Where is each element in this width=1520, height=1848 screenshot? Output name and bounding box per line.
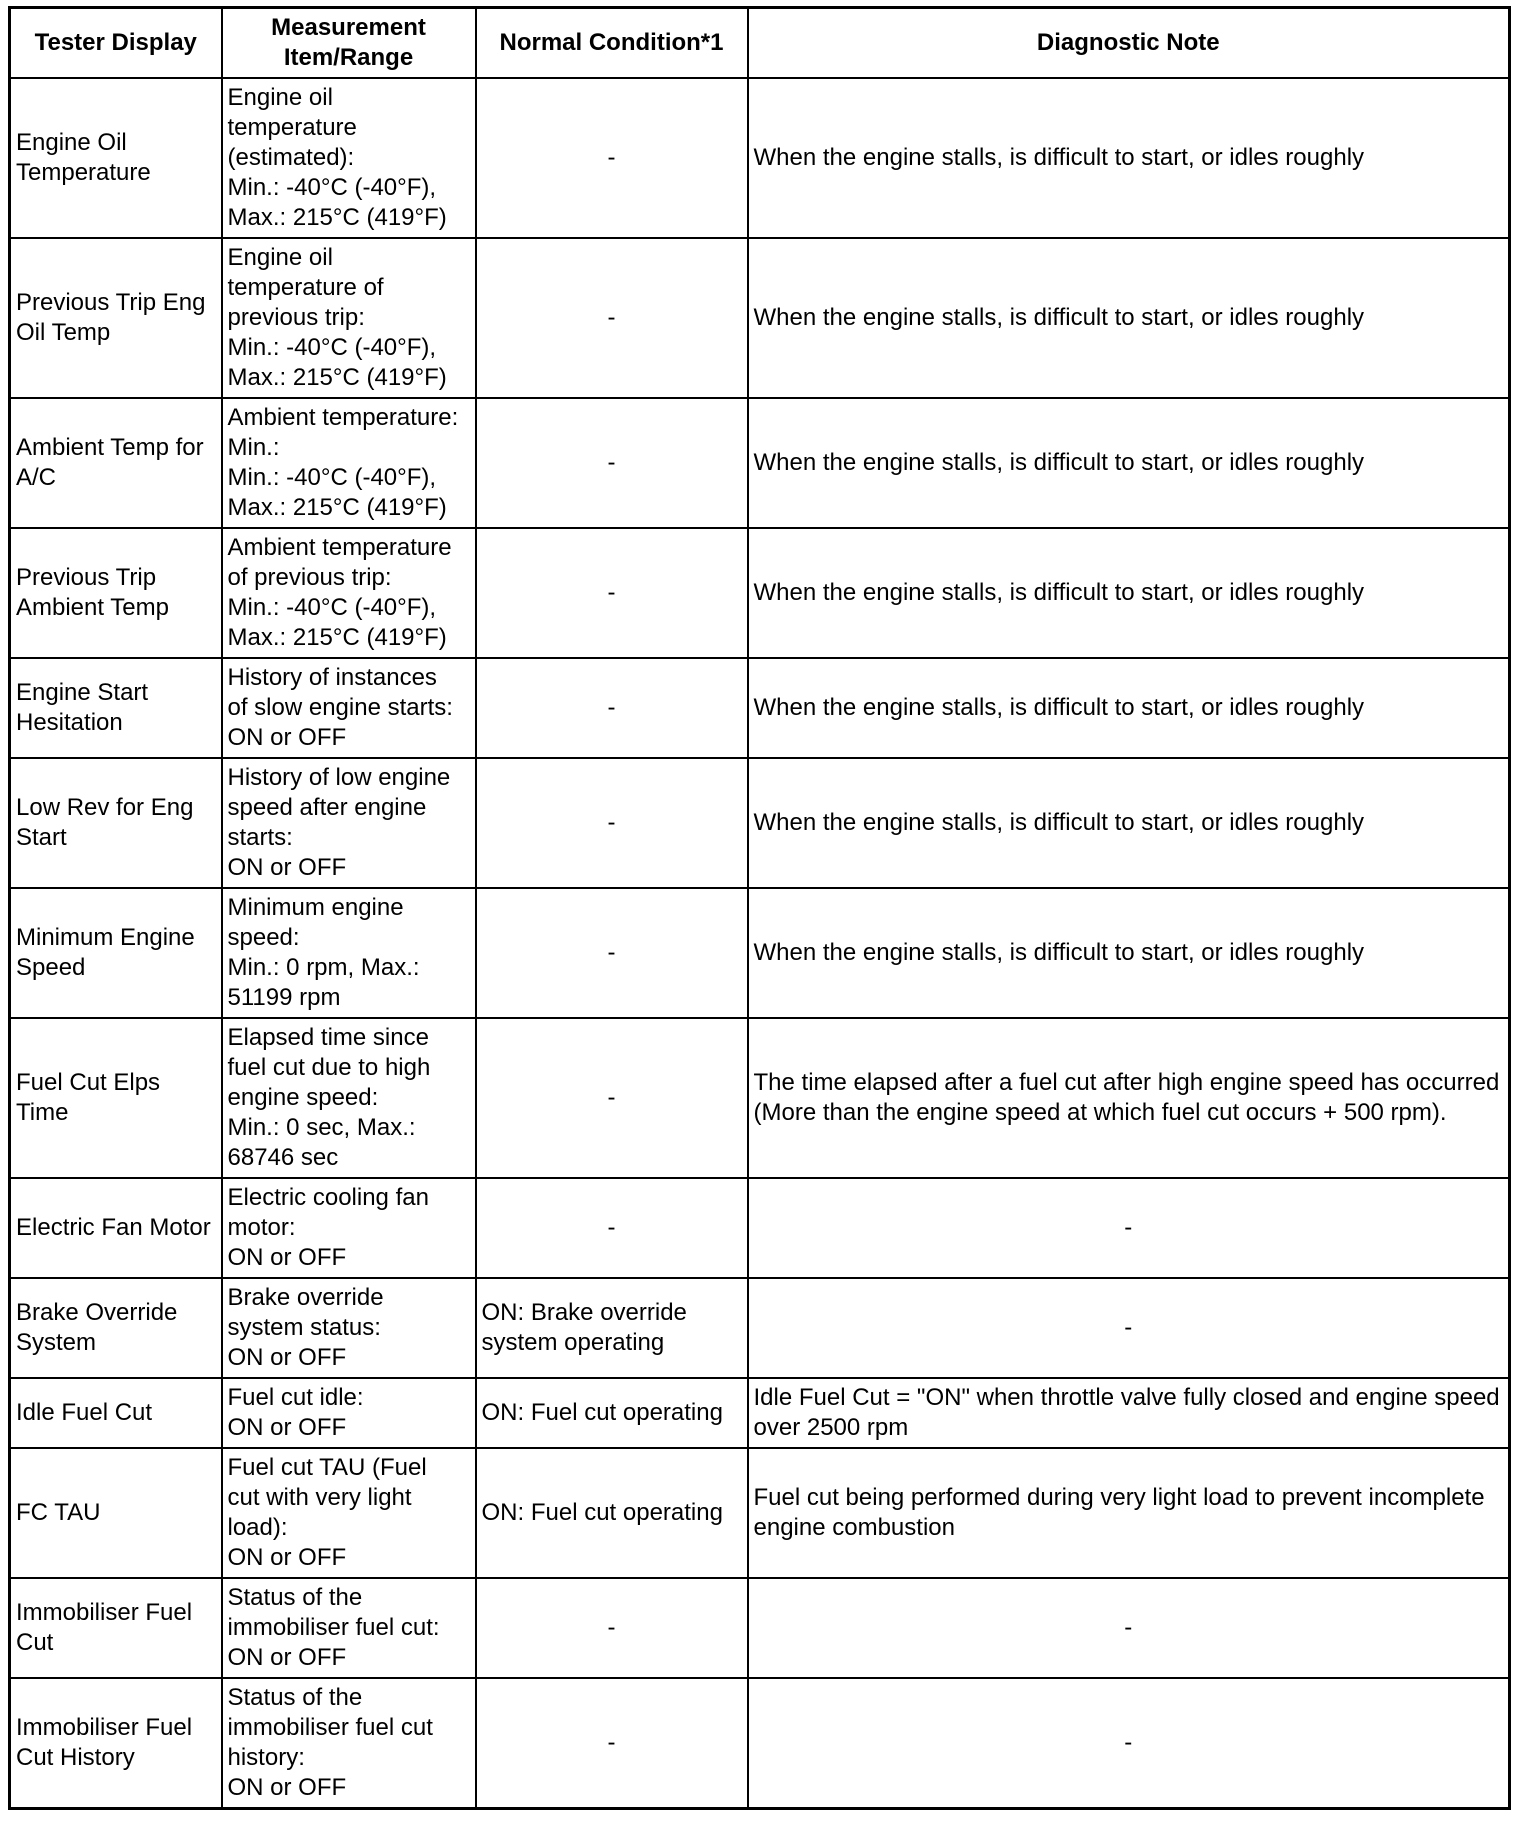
cell-tester-display: Previous Trip Ambient Temp xyxy=(10,528,222,658)
header-normal-condition: Normal Condition*1 xyxy=(476,8,748,79)
table-row xyxy=(10,1178,1510,1278)
cell-diagnostic-note: - xyxy=(748,1178,1510,1278)
cell-normal-condition: - xyxy=(476,658,748,758)
cell-measurement-range: Elapsed time since fuel cut due to high engine speed: Min.: 0 sec, Max.: 68746 sec xyxy=(222,1018,476,1178)
cell-tester-display: Immobiliser Fuel Cut History xyxy=(10,1678,222,1809)
cell-tester-display: Brake Override System xyxy=(10,1278,222,1378)
cell-normal-condition: - xyxy=(476,1578,748,1678)
document-page xyxy=(8,6,1508,1810)
header-row xyxy=(10,8,1510,79)
diagnostic-data-table xyxy=(8,6,1511,1810)
cell-measurement-range: Brake override system status: ON or OFF xyxy=(222,1278,476,1378)
cell-normal-condition: - xyxy=(476,888,748,1018)
cell-measurement-range: Electric cooling fan motor: ON or OFF xyxy=(222,1178,476,1278)
cell-measurement-range: Ambient temperature of previous trip: Min.: -40°C (-40°F), Max.: 215°C (419°F) xyxy=(222,528,476,658)
table-row xyxy=(10,238,1510,398)
cell-measurement-range: Status of the immobiliser fuel cut: ON or OFF xyxy=(222,1578,476,1678)
table-row xyxy=(10,1678,1510,1809)
cell-normal-condition: - xyxy=(476,758,748,888)
cell-diagnostic-note: When the engine stalls, is difficult to start, or idles roughly xyxy=(748,758,1510,888)
cell-normal-condition: ON: Fuel cut operating xyxy=(476,1448,748,1578)
cell-measurement-range: Fuel cut idle: ON or OFF xyxy=(222,1378,476,1448)
cell-measurement-range: Minimum engine speed: Min.: 0 rpm, Max.: 51199 rpm xyxy=(222,888,476,1018)
cell-measurement-range: Fuel cut TAU (Fuel cut with very light load): ON or OFF xyxy=(222,1448,476,1578)
cell-diagnostic-note: The time elapsed after a fuel cut after high engine speed has occurred (More than the engine speed at which fuel cut occurs + 500 rpm). xyxy=(748,1018,1510,1178)
cell-diagnostic-note: When the engine stalls, is difficult to start, or idles roughly xyxy=(748,658,1510,758)
table-row xyxy=(10,1578,1510,1678)
cell-tester-display: Previous Trip Eng Oil Temp xyxy=(10,238,222,398)
cell-diagnostic-note: When the engine stalls, is difficult to start, or idles roughly xyxy=(748,398,1510,528)
cell-diagnostic-note: When the engine stalls, is difficult to start, or idles roughly xyxy=(748,78,1510,238)
table-row xyxy=(10,1448,1510,1578)
cell-tester-display: Idle Fuel Cut xyxy=(10,1378,222,1448)
cell-diagnostic-note: - xyxy=(748,1678,1510,1809)
table-row xyxy=(10,658,1510,758)
cell-diagnostic-note: When the engine stalls, is difficult to start, or idles roughly xyxy=(748,238,1510,398)
cell-normal-condition: - xyxy=(476,1178,748,1278)
cell-measurement-range: Ambient temperature: Min.: Min.: -40°C (-40°F), Max.: 215°C (419°F) xyxy=(222,398,476,528)
table-row xyxy=(10,1378,1510,1448)
header-tester-display: Tester Display xyxy=(10,8,222,79)
table-row xyxy=(10,758,1510,888)
cell-normal-condition: - xyxy=(476,398,748,528)
cell-diagnostic-note: Fuel cut being performed during very light load to prevent incomplete engine combustion xyxy=(748,1448,1510,1578)
cell-normal-condition: - xyxy=(476,1018,748,1178)
table-header xyxy=(10,8,1510,79)
cell-tester-display: Immobiliser Fuel Cut xyxy=(10,1578,222,1678)
cell-tester-display: Electric Fan Motor xyxy=(10,1178,222,1278)
table-row xyxy=(10,528,1510,658)
table-row xyxy=(10,78,1510,238)
cell-normal-condition: - xyxy=(476,78,748,238)
cell-diagnostic-note: - xyxy=(748,1278,1510,1378)
cell-measurement-range: Status of the immobiliser fuel cut history: ON or OFF xyxy=(222,1678,476,1809)
cell-normal-condition: - xyxy=(476,528,748,658)
cell-tester-display: Fuel Cut Elps Time xyxy=(10,1018,222,1178)
cell-tester-display: Ambient Temp for A/C xyxy=(10,398,222,528)
cell-tester-display: FC TAU xyxy=(10,1448,222,1578)
cell-measurement-range: Engine oil temperature (estimated): Min.: -40°C (-40°F), Max.: 215°C (419°F) xyxy=(222,78,476,238)
cell-measurement-range: History of instances of slow engine starts: ON or OFF xyxy=(222,658,476,758)
table-row xyxy=(10,888,1510,1018)
cell-tester-display: Engine Oil Temperature xyxy=(10,78,222,238)
cell-tester-display: Low Rev for Eng Start xyxy=(10,758,222,888)
header-diagnostic-note: Diagnostic Note xyxy=(748,8,1510,79)
cell-tester-display: Engine Start Hesitation xyxy=(10,658,222,758)
cell-diagnostic-note: Idle Fuel Cut = "ON" when throttle valve fully closed and engine speed over 2500 rpm xyxy=(748,1378,1510,1448)
table-row xyxy=(10,1018,1510,1178)
table-body xyxy=(10,78,1510,1809)
cell-measurement-range: History of low engine speed after engine starts: ON or OFF xyxy=(222,758,476,888)
cell-normal-condition: ON: Brake override system operating xyxy=(476,1278,748,1378)
cell-tester-display: Minimum Engine Speed xyxy=(10,888,222,1018)
cell-normal-condition: - xyxy=(476,238,748,398)
cell-normal-condition: - xyxy=(476,1678,748,1809)
cell-measurement-range: Engine oil temperature of previous trip: Min.: -40°C (-40°F), Max.: 215°C (419°F) xyxy=(222,238,476,398)
cell-diagnostic-note: When the engine stalls, is difficult to start, or idles roughly xyxy=(748,888,1510,1018)
cell-diagnostic-note: When the engine stalls, is difficult to start, or idles roughly xyxy=(748,528,1510,658)
header-measurement-item-range: Measurement Item/Range xyxy=(222,8,476,79)
cell-normal-condition: ON: Fuel cut operating xyxy=(476,1378,748,1448)
table-row xyxy=(10,1278,1510,1378)
table-row xyxy=(10,398,1510,528)
cell-diagnostic-note: - xyxy=(748,1578,1510,1678)
